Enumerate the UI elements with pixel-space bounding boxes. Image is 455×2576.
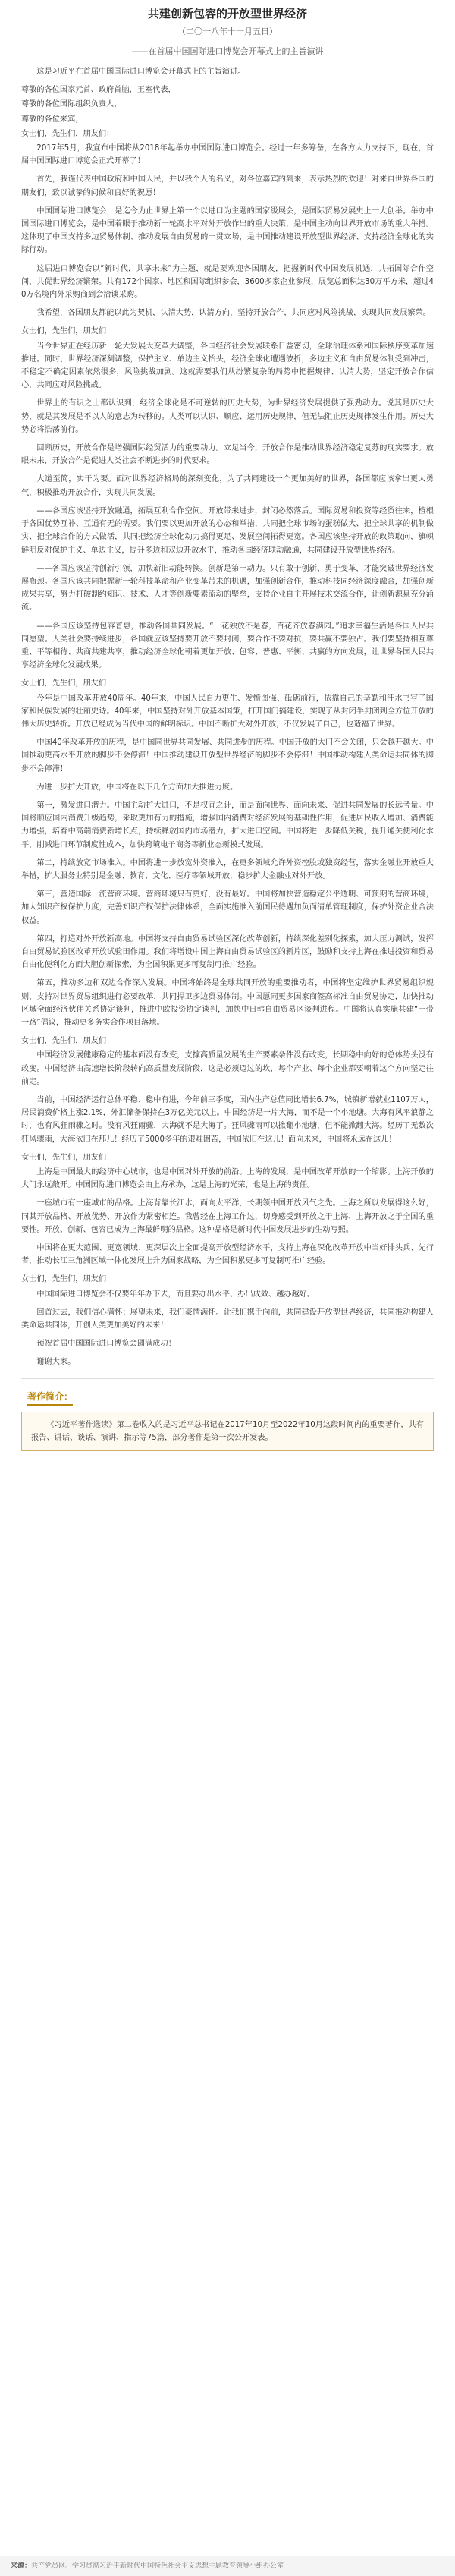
body-paragraph: 第四，打造对外开放新高地。中国将支持自由贸易试验区深化改革创新，持续深化差别化探索，加大压力测试，发挥自由贸易试验区改革开放试验田作用。我们将增设中国上海自由贸易试验区的新片区，鼓励和支持上海在推进投资和贸易自由化便利化方面大胆创新探索，为全国积累更多可复制可推广经验。 (21, 934, 434, 970)
body-paragraph: 这是习近平在首届中国国际进口博览会开幕式上的主旨演讲。 (36, 68, 246, 76)
body-paragraph: 第三，营造国际一流营商环境。营商环境只有更好，没有最好。中国将加快营造稳定公平透明、可预期的营商环境，加大知识产权保护力度，完善知识产权保护法律体系，全面实施准入前国民待遇加负面清单管理制度，保护外资企业合法权益。 (21, 890, 434, 925)
body-paragraph: 女士们，先生们，朋友们！ (21, 679, 115, 688)
article-body (21, 65, 434, 1369)
body-paragraph: 女士们，先生们，朋友们！ (21, 1153, 115, 1162)
article-subtitle: ——在首届中国国际进口博览会开幕式上的主旨演讲 (131, 46, 324, 56)
intro-text: 《习近平著作选读》第二卷收入的是习近平总书记在2017年10月至2022年10月这段时间内的重要著作，共有报告、讲话、谈话、演讲、指示等75篇，部分著作是第一次公开发表。 (31, 1420, 424, 1442)
body-paragraph: 女士们，先生们，朋友们！ (21, 327, 115, 336)
body-paragraph: 尊敬的各位国家元首、政府首脑，王室代表， (21, 86, 176, 95)
body-paragraph: 我希望，各国朋友都能以此为契机，认清大势，认清方向，坚持开放合作，共同应对风险挑战，实现共同发展繁荣。 (36, 309, 431, 318)
intro-label: 著作简介： (27, 1390, 73, 1406)
source-text: 共产党员网。学习贯彻习近平新时代中国特色社会主义思想主题教育领导小组办公室 (31, 2562, 284, 2570)
body-paragraph: 上海是中国最大的经济中心城市，也是中国对外开放的前沿。上海的发展，是中国改革开放的一个缩影。上海开放的大门永远敞开。中国国际进口博览会由上海承办，这是上海的光荣，也是上海的责任。 (21, 1168, 434, 1190)
body-paragraph: 中国国际进口博览会不仅要年年办下去，而且要办出水平、办出成效、越办越好。 (36, 1290, 315, 1299)
body-paragraph: 为进一步扩大开放，中国将在以下几个方面加大推进力度。 (36, 783, 238, 792)
source-footer (0, 2556, 455, 2576)
body-paragraph: 中国40年改革开放的历程，是中国同世界共同发展、共同进步的历程。中国开放的大门不会关闭，只会越开越大。中国推动更高水平开放的脚步不会停滞！中国推动建设开放型世界经济的脚步不会停滞！中国推动构建人类命运共同体的脚步不会停滞！ (21, 738, 434, 773)
source-label: 来源： (11, 2562, 32, 2570)
body-paragraph: 第一，激发进口潜力。中国主动扩大进口，不是权宜之计，而是面向世界、面向未来、促进共同发展的长远考量。中国将顺应国内消费升级趋势，采取更加有力的措施，增强国内消费对经济发展的基础性作用，促进居民收入增加、消费能力增强，培育中高端消费新增长点，持续释放国内市场潜力，扩大进口空间。中国将进一步降低关税，提升通关便利化水平，削减进口环节制度性成本，加快跨境电子商务等新业态新模式发展。 (21, 801, 434, 849)
body-paragraph: 今年是中国改革开放40周年。40年来，中国人民自力更生、发愤图强、砥砺前行，依靠自己的辛勤和汗水书写了国家和民族发展的壮丽史诗。40年来，中国坚持对外开放基本国策，打开国门搞建设，实现了从封闭半封闭到全方位开放的伟大历史转折。开放已经成为当代中国的鲜明标识。中国不断扩大对外开放，不仅发展了自己，也造福了世界。 (21, 694, 434, 729)
article-date: （二〇一八年十一月五日） (177, 27, 278, 36)
body-paragraph: 回首过去，我们信心满怀；展望未来，我们豪情满怀。让我们携手向前，共同建设开放型世界经济，共同推动构建人类命运共同体，开创人类更加美好的未来！ (21, 1308, 434, 1331)
body-paragraph: 这届进口博览会以“新时代，共享未来”为主题，就是要欢迎各国朋友，把握新时代中国发展机遇，共拓国际合作空间，共促世界经济繁荣。共有172个国家、地区和国际组织参会，3600多家企业参展，展览总面积达30万平方米，超过40万名境内外采购商到会洽谈采购。 (21, 264, 434, 300)
body-paragraph: ——各国应该坚持包容普惠，推动各国共同发展。“一花独放不是春，百花齐放春满园。”追求幸福生活是各国人民共同愿望。人类社会要持续进步，各国就应该坚持要开放不要封闭，要合作不要对抗，要共赢不要独占。我们要坚持相互尊重、平等相待、共商共建共享，推动经济全球化朝着更加开放、包容、普惠、平衡、共赢的方向发展，让世界各国人民共享经济全球化发展成果。 (21, 622, 434, 670)
body-paragraph: 尊敬的各位来宾， (21, 115, 83, 124)
body-paragraph: 大道至简，实干为要。面对世界经济格局的深刻变化，为了共同建设一个更加美好的世界，各国都应该拿出更大勇气，积极推动开放合作，实现共同发展。 (21, 475, 434, 497)
body-paragraph: ——各国应该坚持开放融通，拓展互利合作空间。开放带来进步，封闭必然落后。国际贸易和投资等经贸往来，植根于各国优势互补、互通有无的需要。我们要以更加开放的心态和举措，共同把全球市场的蛋糕做大、把全球共享的机制做实、把全球合作的方式做活，共同把经济全球化动力搞得更足、发展空间拓得更宽。各国应该坚持开放的政策取向，旗帜鲜明反对保护主义、单边主义，提升多边和双边开放水平，推动各国经济联动融通，共同建设开放型世界经济。 (21, 506, 434, 555)
body-paragraph: 第二，持续放宽市场准入。中国将进一步放宽外资准入，在更多领域允许外资控股或独资经营，落实金融业开放重大举措，扩大服务业特别是金融、教育、文化、医疗等领域开放，稳步扩大金融业对外开放。 (21, 858, 434, 880)
body-paragraph: 一座城市有一座城市的品格。上海背靠长江水，面向太平洋，长期领中国开放风气之先。上海之所以发展得这么好，同其开放品格、开放优势、开放作为紧密相连。我曾经在上海工作过，切身感受到开放之于上海、上海开放之于全国的重要性。开放、创新、包容已成为上海最鲜明的品格。这种品格是新时代中国发展进步的生动写照。 (21, 1199, 434, 1234)
body-paragraph: ——各国应该坚持创新引领，加快新旧动能转换。创新是第一动力。只有敢于创新、勇于变革，才能突破世界经济发展瓶颈。各国应该共同把握新一轮科技革命和产业变革带来的机遇，加强创新合作，推动科技同经济深度融合，加强创新成果共享，努力打破制约知识、技术、人才等创新要素流动的壁垒，支持企业自主开展技术交流合作，让创新源泉充分涌流。 (21, 564, 434, 613)
body-paragraph: 2017年5月，我宣布中国将从2018年起举办中国国际进口博览会。经过一年多筹备，在各方大力支持下，现在，首届中国国际进口博览会正式开幕了！ (21, 144, 434, 166)
body-paragraph: 回顾历史，开放合作是增强国际经贸活力的重要动力。立足当今，开放合作是推动世界经济稳定复苏的现实要求。放眼未来，开放合作是促进人类社会不断进步的时代要求。 (21, 444, 434, 466)
body-paragraph: 女士们，先生们，朋友们！ (21, 1037, 115, 1046)
body-paragraph: 当前，中国经济运行总体平稳、稳中有进，今年前三季度，国内生产总值同比增长6.7%，城镇新增就业1107万人，居民消费价格上涨2.1%，外汇储备保持在3万亿美元以上。中国经济是一片大海，而不是一个小池塘。大海有风平浪静之时，也有风狂雨骤之时。没有风狂雨骤，大海就不是大海了。狂风骤雨可以掀翻小池塘，但不能掀翻大海。经历了无数次狂风骤雨，大海依旧在那儿！经历了5000多年的艰难困苦，中国依旧在这儿！面向未来，中国将永远在这儿！ (21, 1096, 434, 1144)
body-paragraph: 谢谢大家。 (36, 1358, 76, 1367)
body-paragraph: 尊敬的各位国际组织负责人， (21, 100, 122, 109)
body-paragraph: 女士们，先生们，朋友们： (21, 129, 115, 138)
body-paragraph: 当今世界正在经历新一轮大发展大变革大调整，各国经济社会发展联系日益密切，全球治理体系和国际秩序变革加速推进。同时，世界经济深刻调整，保护主义、单边主义抬头，经济全球化遭遇波折，多边主义和自由贸易体制受到冲击，不稳定不确定因素依然很多，风险挑战加剧。这就需要我们从纷繁复杂的局势中把握规律、认清大势，坚定开放合作信心，共同应对风险挑战。 (21, 342, 434, 390)
body-paragraph: 女士们，先生们，朋友们！ (21, 1275, 115, 1284)
body-paragraph: 中国国际进口博览会，是迄今为止世界上第一个以进口为主题的国家级展会，是国际贸易发展史上一大创举。举办中国国际进口博览会，是中国着眼于推动新一轮高水平对外开放作出的重大决策，是中国主动向世界开放市场的重大举措。这体现了中国支持多边贸易体制、推动发展自由贸易的一贯立场，是中国推动建设开放型世界经济、支持经济全球化的实际行动。 (21, 206, 434, 255)
body-paragraph: 第五，推动多边和双边合作深入发展。中国将始终是全球共同开放的重要推动者，中国将坚定维护世界贸易组织规则，支持对世界贸易组织进行必要改革，共同捍卫多边贸易体制。中国愿同更多国家商签高标准自由贸易协定，加快推动区域全面经济伙伴关系协定谈判，推进中欧投资协定谈判，加快中日韩自由贸易区谈判进程。中国将认真实施共建“一带一路”倡议，推动更多务实合作项目落地。 (21, 979, 434, 1027)
body-paragraph: 中国将在更大范围、更宽领域、更深层次上全面提高开放型经济水平，支持上海在深化改革开放中当好排头兵、先行者，推动长江三角洲区域一体化发展上升为国家战略，为全国积累更多可复制可推广经验。 (21, 1244, 434, 1266)
intro-box (21, 1412, 434, 1451)
body-paragraph: 首先，我谨代表中国政府和中国人民，并以我个人的名义，对各位嘉宾的到来，表示热烈的欢迎！对来自世界各国的朋友们，致以诚挚的问候和良好的祝愿！ (21, 175, 434, 197)
divider (21, 1378, 434, 1379)
body-paragraph: 预祝首届中国国际进口博览会圆满成功！ (36, 1340, 176, 1349)
article-title: 共建创新包容的开放型世界经济 (147, 7, 307, 20)
body-paragraph: 中国经济发展健康稳定的基本面没有改变，支撑高质量发展的生产要素条件没有改变，长期稳中向好的总体势头没有改变。中国经济由高速增长阶段转向高质量发展阶段，这是必须迈过的坎，每个产业、每个企业都要朝着这个方向坚定往前走。 (21, 1051, 434, 1086)
body-paragraph: 世界上的有识之士都认识到，经济全球化是不可逆转的历史大势，为世界经济发展提供了强劲动力。说其是历史大势，就是其发展是不以人的意志为转移的。人类可以认识、顺应、运用历史规律，但无法阻止历史规律发生作用。历史大势必将浩荡前行。 (21, 399, 434, 434)
